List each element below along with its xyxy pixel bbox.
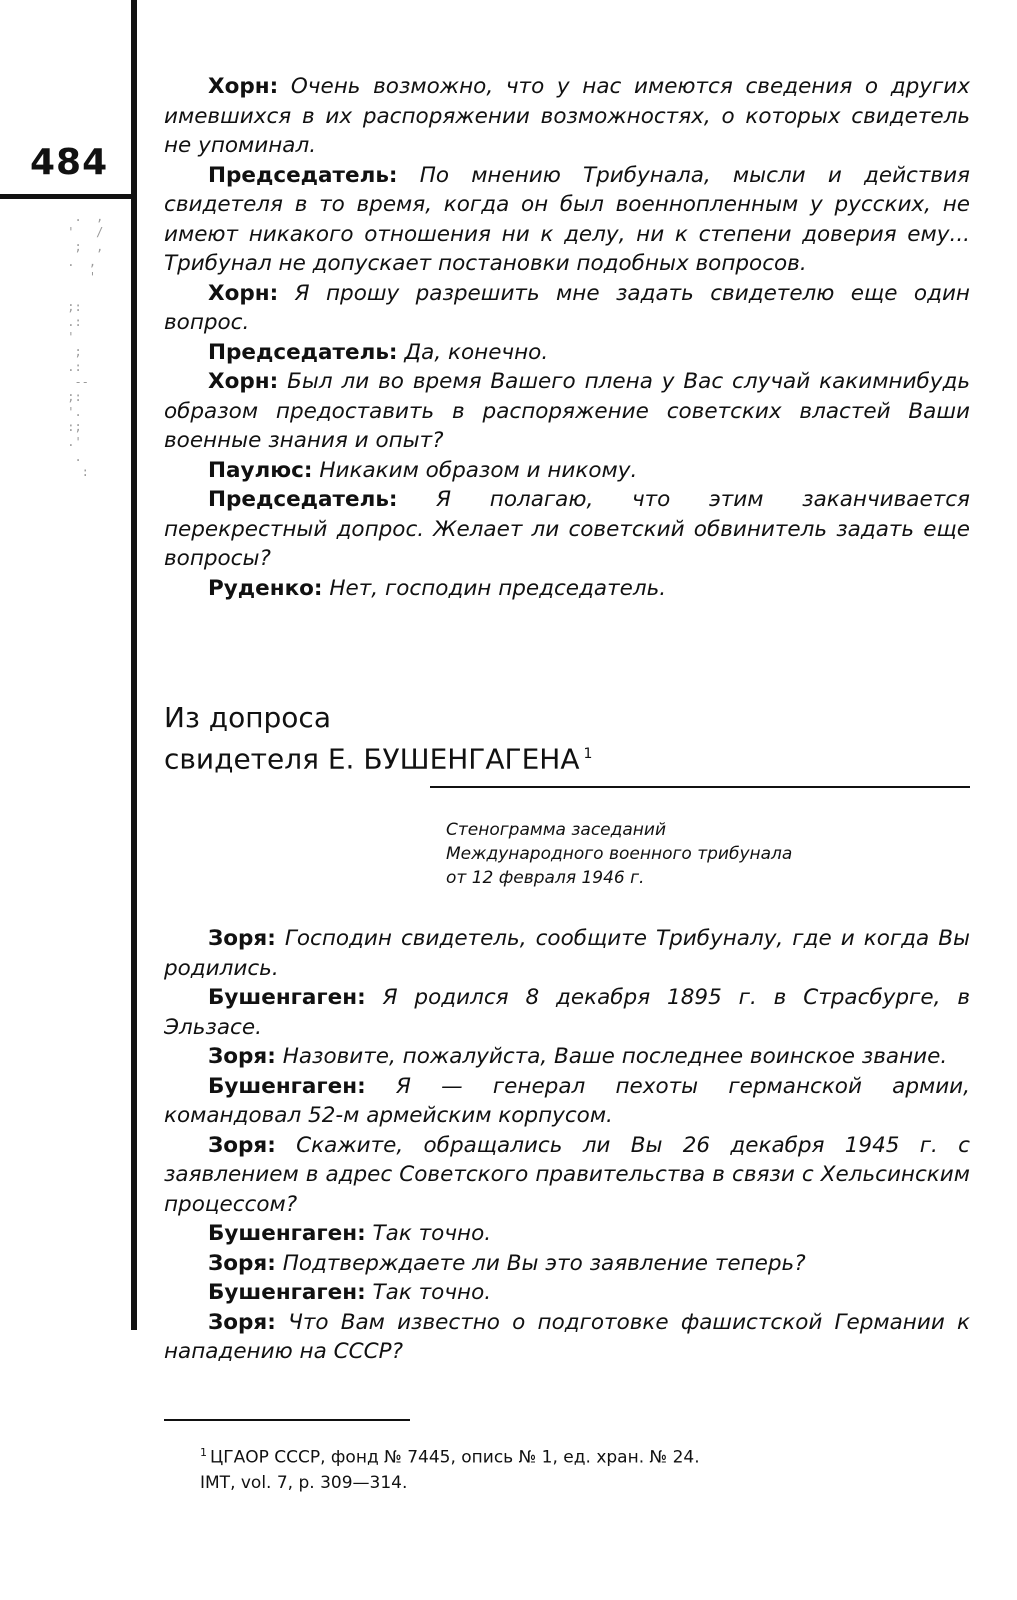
section-title-text: свидетеля Е. БУШЕНГАГЕНА [164,742,580,776]
section-title-line-1: Из допроса [164,701,331,734]
speaker-name: Председатель: [208,339,398,365]
turn [164,1308,970,1367]
speech-text: Я родился 8 декабря 1895 г. в Страсбурге, в Эльзасе. [164,985,970,1040]
speaker-name: Бушенгаген: [208,1073,366,1099]
speaker-name: Зоря: [208,1132,276,1158]
speech-text: Нет, господин председатель. [329,575,667,601]
speaker-name: Бушенгаген: [208,985,366,1010]
turn [164,367,970,456]
source-line-2: Международного военного трибунала [446,844,793,864]
turn [164,1249,970,1279]
speech-text: Я прошу разрешить мне задать свидетелю еще один вопрос. [164,280,970,335]
footnote-text: ЦГАОР СССР, фонд № 7445, опись № 1, ед. хран. № 24. [210,1447,700,1468]
speaker-name: Руденко: [208,575,323,601]
dialogue-top [164,72,970,603]
turn [164,1131,970,1220]
footnote-line-2: IMT, vol. 7, p. 309—314. [200,1472,408,1493]
turn [164,279,970,338]
turn [164,72,970,161]
source-line-1: Стенограмма заседаний [446,820,667,840]
speech-text: Скажите, обращались ли Вы 26 декабря 1945 г. с заявлением в адрес Советского правительства в связи с Хельсинским процессом? [164,1132,970,1217]
page-number: 484 [30,142,109,183]
speaker-name: Бушенгаген: [208,1221,366,1246]
source-note [446,818,946,890]
turn [164,1042,970,1072]
footnote-line-1 [200,1440,960,1471]
margin-vertical-rule [131,0,137,1330]
margin-print-specks: . , ' / ; , . , ' ;: .: ' ; .: -- ;: '. :; .' . : [67,210,104,479]
footnote-mark: 1 [200,1446,207,1459]
turn [164,485,970,574]
turn [164,161,970,279]
turn [164,1278,970,1308]
section-title-line-2 [164,736,864,777]
footnote-reference: 1 [583,746,593,762]
speech-text: Очень возможно, что у нас имеются сведения о других имевшихся в их распоряжении возможностях, о которых свидетель не упоминал. [164,74,970,158]
speech-text: Так точно. [372,1280,492,1305]
speech-text: Был ли во время Вашего плена у Вас случай какимнибудь образом предоставить в распоряжение советских властей Ваши военные знания и опыт? [164,369,970,453]
speaker-name: Зоря: [208,926,276,951]
speaker-name: Зоря: [208,1044,276,1069]
speaker-name: Хорн: [208,280,279,306]
footnote-rule [164,1419,410,1421]
speech-text: Господин свидетель, сообщите Трибуналу, где и когда Вы родились. [164,926,970,981]
speaker-name: Паулюс: [208,457,313,483]
speaker-name: Хорн: [208,369,279,394]
speech-text: Я — генерал пехоты германской армии, командовал 52-м армейским корпусом. [164,1073,970,1128]
footnotes [200,1440,960,1496]
speaker-name: Зоря: [208,1309,276,1335]
turn [164,338,970,368]
section-title [164,700,864,777]
speech-text: Никаким образом и никому. [319,457,638,483]
speaker-name: Хорн: [208,74,279,99]
speech-text: Что Вам известно о подготовке фашистской Германии к нападению на СССР? [164,1309,970,1364]
turn [164,574,970,604]
speech-text: Я полагаю, что этим заканчивается перекрестный допрос. Желает ли советский обвинитель задать еще вопросы? [164,487,970,571]
speaker-name: Бушенгаген: [208,1280,366,1305]
dialogue-bottom [164,924,970,1367]
speech-text: Так точно. [372,1221,492,1246]
speech-text: Назовите, пожалуйста, Ваше последнее воинское звание. [282,1044,948,1069]
turn [164,1072,970,1131]
turn [164,456,970,486]
page-number-rule [0,194,137,199]
turn [164,1219,970,1249]
speaker-name: Председатель: [208,487,398,512]
speech-text: Да, конечно. [404,339,549,365]
turn [164,983,970,1042]
source-line-3: от 12 февраля 1946 г. [446,868,645,888]
section-title-rule [430,786,970,788]
turn [164,924,970,983]
speech-text: Подтверждаете ли Вы это заявление теперь? [282,1250,806,1276]
speaker-name: Председатель: [208,162,398,188]
speaker-name: Зоря: [208,1250,276,1276]
speech-text: По мнению Трибунала, мысли и действия свидетеля в то время, когда он был военнопленным у русских, не имеют никакого отношения ни к делу, ни к степени доверия ему... Трибунал не допускает постановки подобных вопросов. [164,162,970,276]
